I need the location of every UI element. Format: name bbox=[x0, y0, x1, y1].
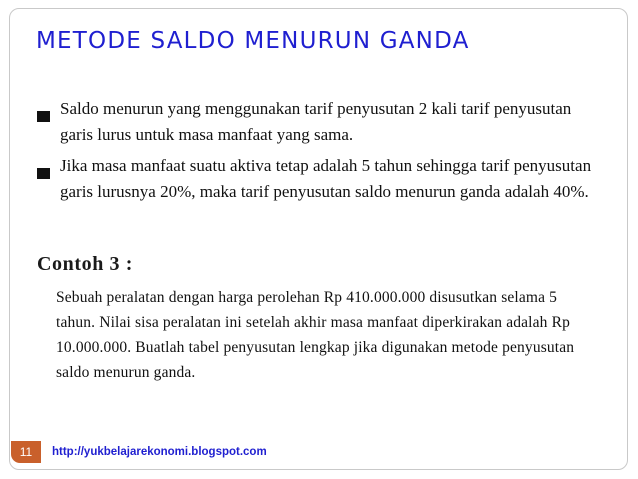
example-body: Sebuah peralatan dengan harga perolehan Rp 410.000.000 disusutkan selama 5 tahun. Nilai sisa peralatan ini setelah akhir masa manfaat diperkirakan adalah Rp 10.000.000. Buatlah tabel penyusutan lengkap jika digunakan metode penyusutan saldo menurun ganda. bbox=[56, 289, 575, 381]
example-heading: Contoh 3 : bbox=[37, 253, 134, 275]
square-bullet-icon bbox=[37, 104, 50, 115]
page-number-badge: 11 bbox=[11, 441, 41, 463]
footer-url-link[interactable]: http://yukbelajarekonomi.blogspot.com bbox=[52, 446, 267, 458]
bullet-text: Saldo menurun yang menggunakan tarif penyusutan 2 kali tarif penyusutan garis lurus untuk masa manfaat yang sama. bbox=[60, 99, 572, 144]
bullet-text: Jika masa manfaat suatu aktiva tetap adalah 5 tahun sehingga tarif penyusutan garis lurusnya 20%, maka tarif penyusutan saldo menurun ganda adalah 40%. bbox=[60, 156, 592, 201]
bullet-item bbox=[37, 96, 607, 148]
slide-title: METODE SALDO MENURUN GANDA bbox=[36, 28, 470, 54]
square-bullet-icon bbox=[37, 161, 50, 172]
bullet-item bbox=[37, 153, 607, 205]
bullet-list bbox=[37, 96, 607, 210]
slide-frame bbox=[9, 8, 628, 470]
